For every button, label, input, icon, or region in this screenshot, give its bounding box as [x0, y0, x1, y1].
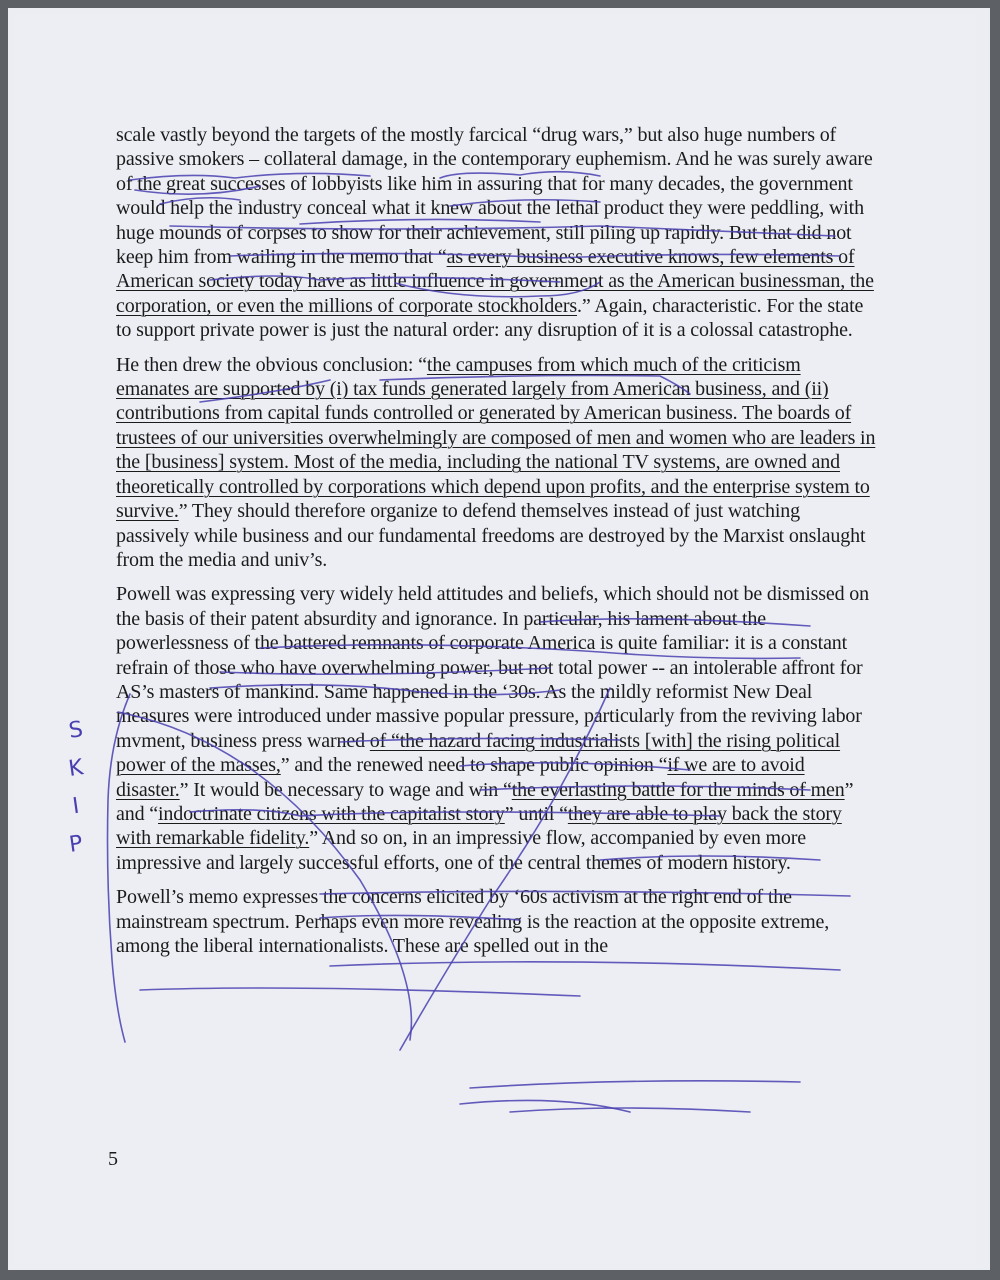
margin-letter-s: S — [67, 717, 85, 744]
paragraph-3 — [116, 582, 876, 875]
page-number: 5 — [108, 1148, 118, 1170]
paragraph-4 — [116, 885, 876, 958]
paragraph-2 — [116, 353, 876, 573]
margin-letter-i: I — [70, 793, 81, 820]
document-body — [116, 123, 876, 968]
margin-handwritten-note — [56, 712, 96, 864]
underlined-text: as every business executive knows, few elements of American society today have as little influence in government as the American businessman, the corporation, or even the millions of corporate stockholders — [116, 246, 874, 317]
underlined-text: the everlasting battle for the minds of men — [511, 778, 845, 801]
text-segment: He then drew the obvious conclusion: “ — [116, 353, 427, 376]
margin-letter-k: K — [67, 755, 85, 782]
margin-letter-p: P — [67, 831, 85, 858]
underlined-text: indoctrinate citizens with the capitalist story — [158, 802, 505, 825]
underlined-text: they are able to play back the story with remarkable fidelity. — [116, 802, 842, 850]
text-segment: Powell’s memo expresses the concerns elicited by ‘60s activism at the right end of the mainstream spectrum. Perhaps even more revealing is the reaction at the opposite extreme, among the liberal internationalists. These are spelled out in the — [116, 886, 830, 957]
text-segment: scale vastly beyond the targets of the mostly farcical “drug wars,” but also huge numbers of passive smokers – collateral damage, in the contemporary euphemism. And he was surely aware of the great successes of lobbyists like him in assuring that for many decades, the government would help the industry conceal what it knew about the lethal product they were peddling, with huge mounds of corpses to show for their achievement, still piling up rapidly. But that did not keep him from wailing in the memo that “ — [116, 124, 873, 269]
text-segment: ” and “ — [116, 778, 854, 825]
underlined-text: the campuses from which much of the criticism emanates are supported by (i) tax funds generated largely from American business, and (ii) contributions from capital funds controlled or generated by American business. The boards of trustees of our universities overwhelmingly are composed of men and women who are leaders in the [business] system. Most of the media, including the national TV systems, are owned and theoretically controlled by corporations which depend upon profits, and the enterprise system to survive. — [116, 353, 876, 523]
text-segment: ” and the renewed need to shape public opinion “ — [280, 754, 668, 777]
underlined-text: if we are to avoid disaster. — [116, 754, 805, 801]
text-segment: .” Again, characteristic. For the state to support private power is just the natural order: any disruption of it is a colossal catastrophe. — [116, 294, 864, 342]
text-segment: Powell was expressing very widely held attitudes and beliefs, which should not be dismissed on the basis of their patent absurdity and ignorance. In particular, his lament about the powerlessness of the battered remnants of corporate America is quite familiar: it is a constant refrain of those who have overwhelming power, but not total power -- an intolerable affront for AS’s masters of mankind. Same happened in the ‘30s. As the mildly reformist New Deal measures were introduced under massive popular pressure, particularly from the reviving labor mvment, business press warned — [116, 583, 870, 752]
text-segment: ” It would be necessary to wage and win “ — [179, 778, 512, 801]
text-segment: ” And so on, in an impressive flow, accompanied by even more impressive and largely successful efforts, one of the central themes of modern history. — [116, 827, 807, 874]
underlined-text: of “the hazard facing industrialists [with] the rising political power of the masses, — [116, 729, 841, 777]
text-segment: ” until “ — [504, 802, 568, 825]
paragraph-1 — [116, 123, 876, 343]
text-segment: ” They should therefore organize to defend themselves instead of just watching passively while business and our fundamental freedoms are destroyed by the Marxist onslaught from the media and univ’s. — [116, 500, 866, 571]
